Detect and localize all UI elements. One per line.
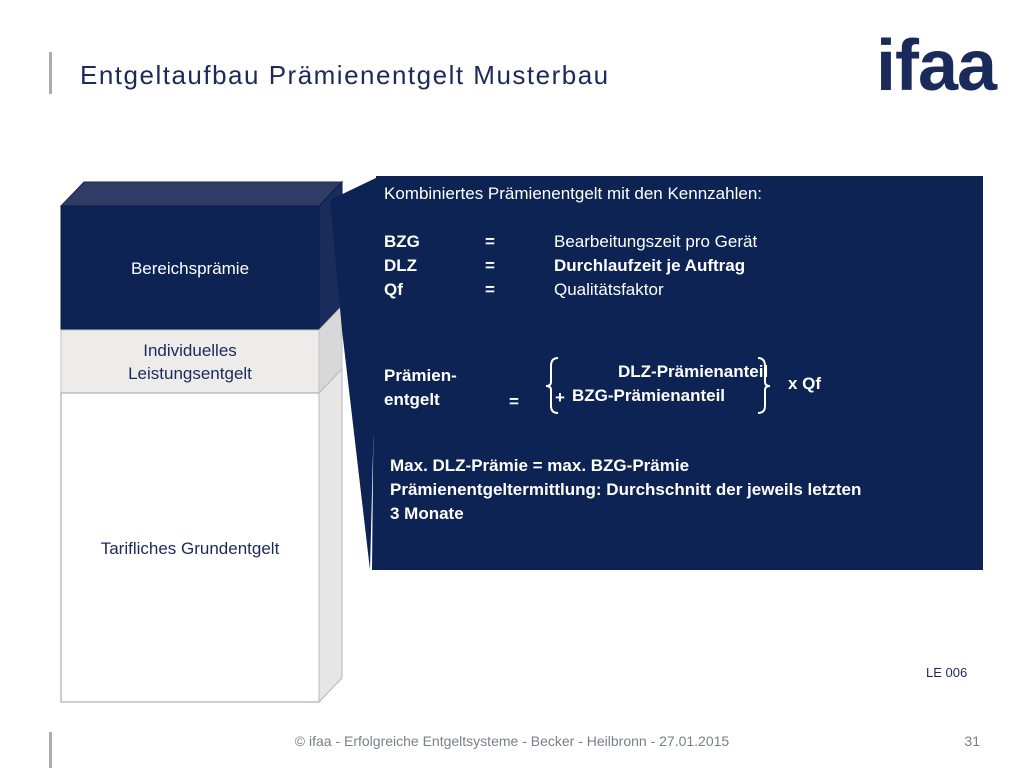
label-leistungsentgelt [61, 340, 319, 386]
def-eq-qf: = [485, 280, 495, 299]
label-grundentgelt: Tarifliches Grundentgelt [100, 539, 280, 558]
def-abbr-dlz: DLZ [384, 256, 418, 275]
def-abbr-qf: Qf [384, 280, 403, 299]
slide-code: LE 006 [926, 665, 968, 680]
block-side-light [319, 369, 342, 702]
def-abbr-bzg: BZG [384, 232, 420, 251]
formula-term-bzg: BZG-Prämienanteil [572, 386, 726, 405]
note-monate: 3 Monate [390, 504, 464, 523]
page-number: 31 [964, 733, 980, 749]
page-title: Entgeltaufbau Prämienentgelt Musterbau [80, 60, 610, 90]
footer-text: © ifaa - Erfolgreiche Entgeltsysteme - Becker - Heilbronn - 27.01.2015 [294, 733, 730, 749]
def-text-bzg: Bearbeitungszeit pro Gerät [554, 232, 758, 251]
formula-plus: + [555, 388, 565, 407]
def-text-dlz: Durchlaufzeit je Auftrag [554, 256, 746, 275]
def-text-qf: Qualitätsfaktor [554, 280, 664, 299]
def-eq-bzg: = [485, 232, 495, 251]
note-max-praemie: Max. DLZ-Prämie = max. BZG-Prämie [390, 456, 690, 475]
formula-label-line1: Prämien- [384, 366, 457, 385]
label-bereichspraemie: Bereichsprämie [130, 259, 250, 278]
label-leistungsentgelt-line2: Leistungsentgelt [128, 363, 252, 383]
formula-equals: = [509, 392, 519, 411]
formula-term-dlz: DLZ-Prämienanteil [618, 362, 769, 381]
label-leistungsentgelt-line1: Individuelles [143, 341, 237, 360]
formula-label-line2: entgelt [384, 390, 440, 409]
panel-heading: Kombiniertes Prämienentgelt mit den Kennzahlen: [384, 184, 762, 203]
block-top-face [61, 182, 342, 206]
def-eq-dlz: = [485, 256, 495, 275]
note-ermittlung: Prämienentgeltermittlung: Durchschnitt der jeweils letzten [390, 480, 862, 499]
formula-multiplier: x Qf [788, 374, 822, 393]
ifaa-logo: ifaa [876, 26, 997, 106]
